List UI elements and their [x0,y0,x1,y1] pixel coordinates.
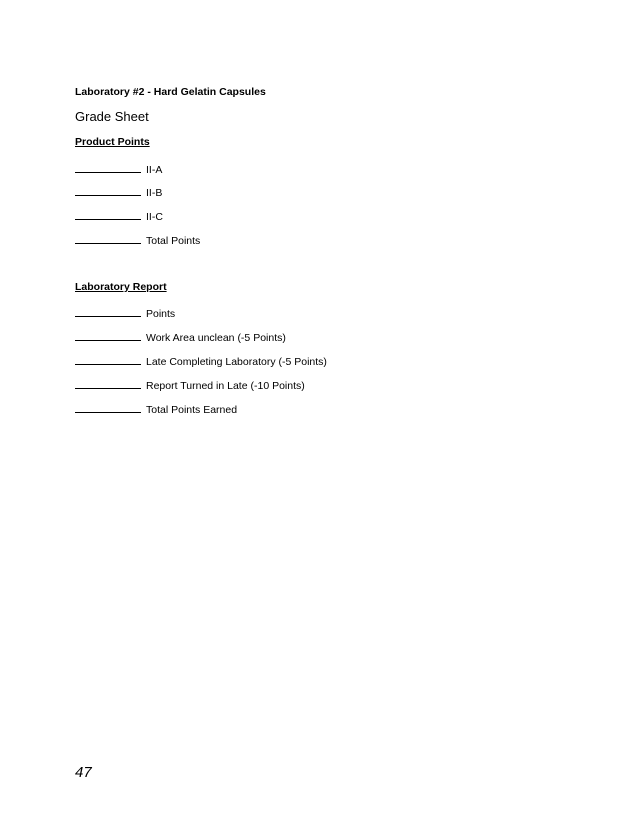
page-number: 47 [75,764,92,781]
product-points-row [75,161,162,176]
row-label: Work Area unclean (-5 Points) [146,332,286,344]
laboratory-report-heading: Laboratory Report [75,281,167,293]
product-points-row [75,208,163,223]
score-blank-line [75,161,141,173]
lab-report-row [75,353,327,368]
score-blank-line [75,329,141,341]
grade-sheet-title: Grade Sheet [75,109,149,124]
score-blank-line [75,353,141,365]
row-label: II-A [146,164,163,176]
lab-report-total-row [75,401,237,416]
row-label: Total Points Earned [146,404,238,416]
product-points-row [75,184,162,199]
lab-report-row [75,377,305,392]
lab-report-row [75,329,286,344]
lab-report-row [75,305,175,320]
row-label: II-C [146,211,163,223]
score-blank-line [75,401,141,413]
row-label: Points [146,308,176,320]
score-blank-line [75,208,141,220]
lab-title: Laboratory #2 - Hard Gelatin Capsules [75,86,266,98]
score-blank-line [75,305,141,317]
score-blank-line [75,232,141,244]
product-points-total-row [75,232,200,247]
score-blank-line [75,377,141,389]
row-label: II-B [146,187,163,199]
score-blank-line [75,184,141,196]
product-points-heading: Product Points [75,136,150,148]
row-label: Report Turned in Late (-10 Points) [146,380,305,392]
row-label: Total Points [146,235,201,247]
row-label: Late Completing Laboratory (-5 Points) [146,356,327,368]
